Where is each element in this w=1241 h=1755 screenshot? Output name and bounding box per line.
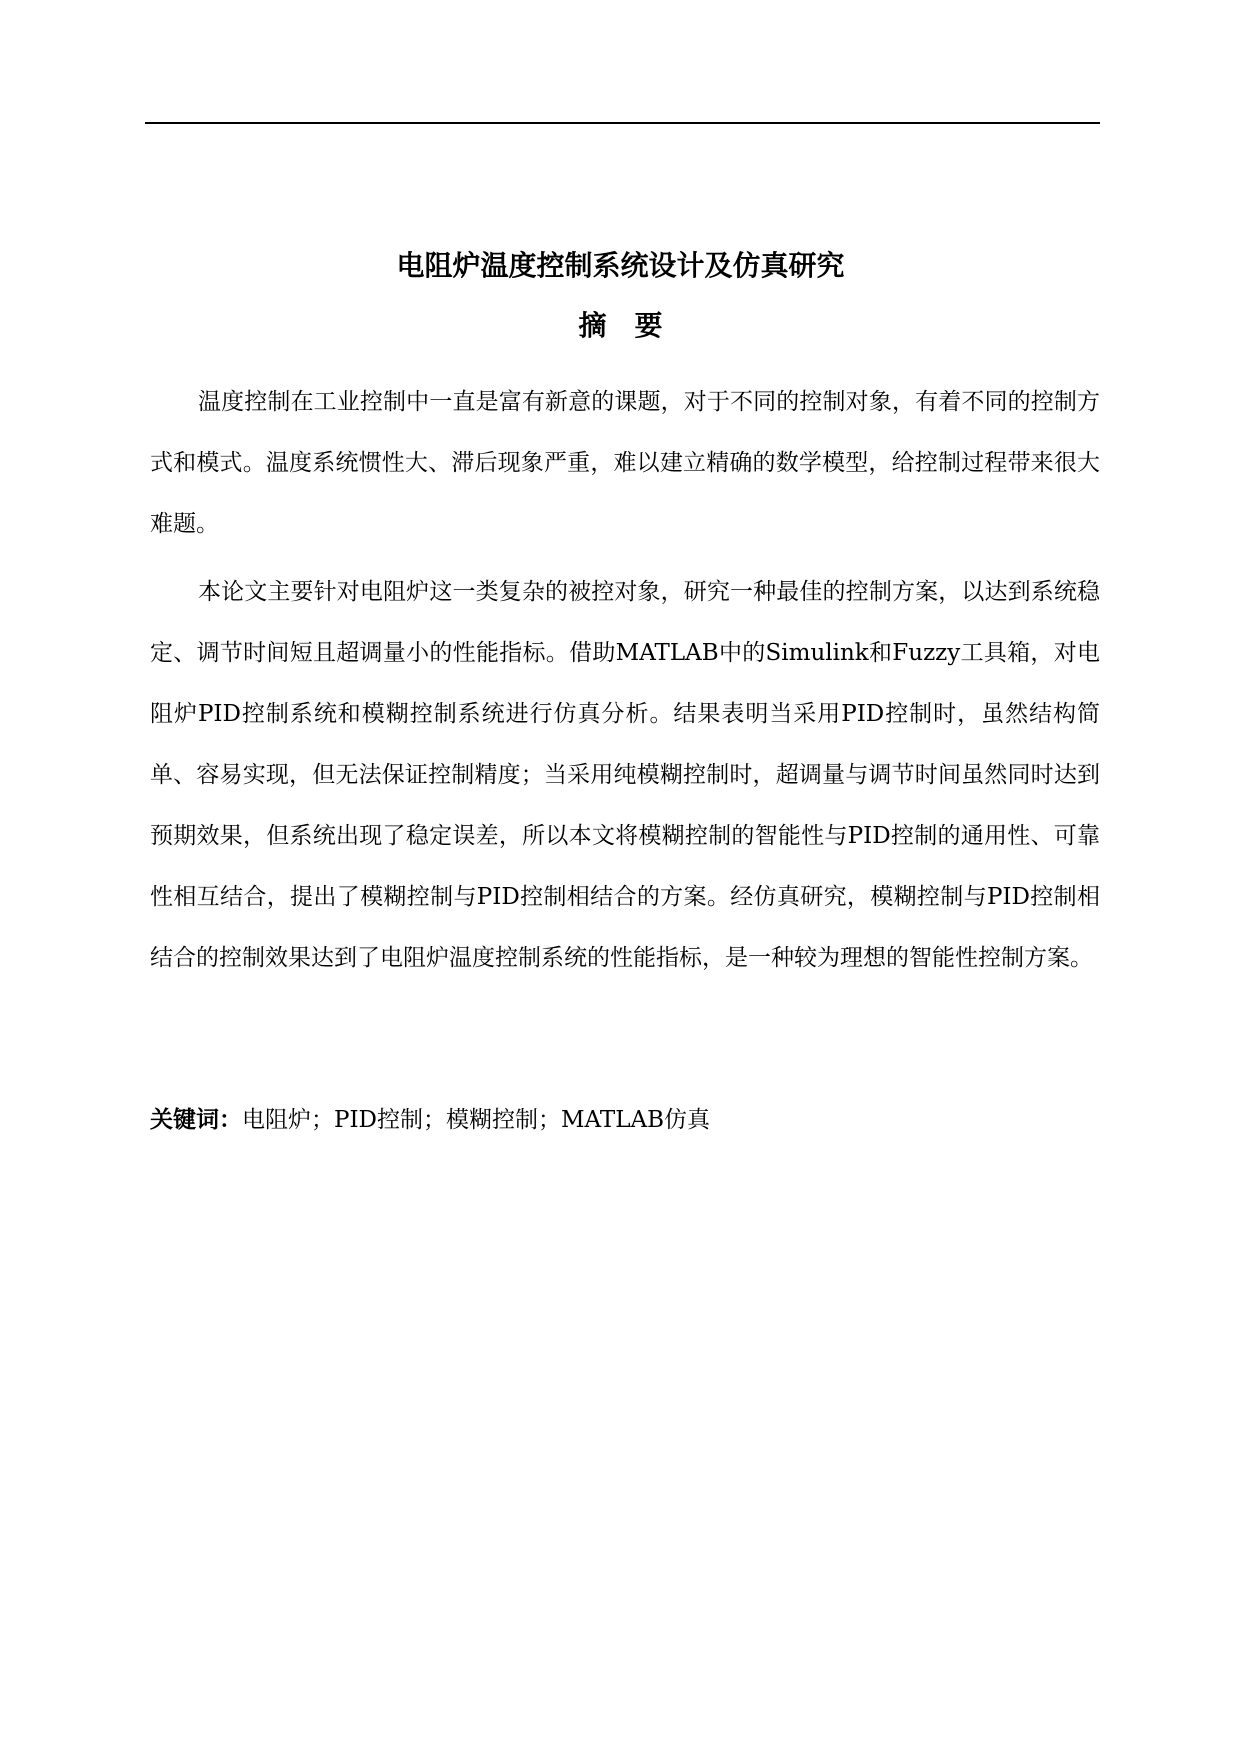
abstract-body [150, 372, 1100, 989]
document-title: 电阻炉温度控制系统设计及仿真研究 [396, 249, 845, 282]
keywords-line [150, 1102, 1100, 1138]
abstract-heading: 摘要 [578, 309, 691, 342]
keywords-text: 电阻炉；PID控制；模糊控制；MATLAB仿真 [242, 1107, 711, 1133]
abstract-paragraph-1: 温度控制在工业控制中一直是富有新意的课题，对于不同的控制对象，有着不同的控制方式和模式。温度系统惯性大、滞后现象严重，难以建立精确的数学模型，给控制过程带来很大难题。 [150, 389, 1100, 537]
header-rule [145, 122, 1100, 124]
keywords-label: 关键词： [150, 1106, 242, 1133]
abstract-paragraph-2: 本论文主要针对电阻炉这一类复杂的被控对象，研究一种最佳的控制方案，以达到系统稳定、调节时间短且超调量小的性能指标。借助MATLAB中的Simulink和Fuzzy工具箱，对电阻炉PID控制系统和模糊控制系统进行仿真分析。结果表明当采用PID控制时，虽然结构简单、容易实现，但无法保证控制精度；当采用纯模糊控制时，超调量与调节时间虽然同时达到预期效果，但系统出现了稳定误差，所以本文将模糊控制的智能性与PID控制的通用性、可靠性相互结合，提出了模糊控制与PID控制相结合的方案。经仿真研究，模糊控制与PID控制相结合的控制效果达到了电阻炉温度控制系统的性能指标，是一种较为理想的智能性控制方案。 [150, 579, 1100, 971]
